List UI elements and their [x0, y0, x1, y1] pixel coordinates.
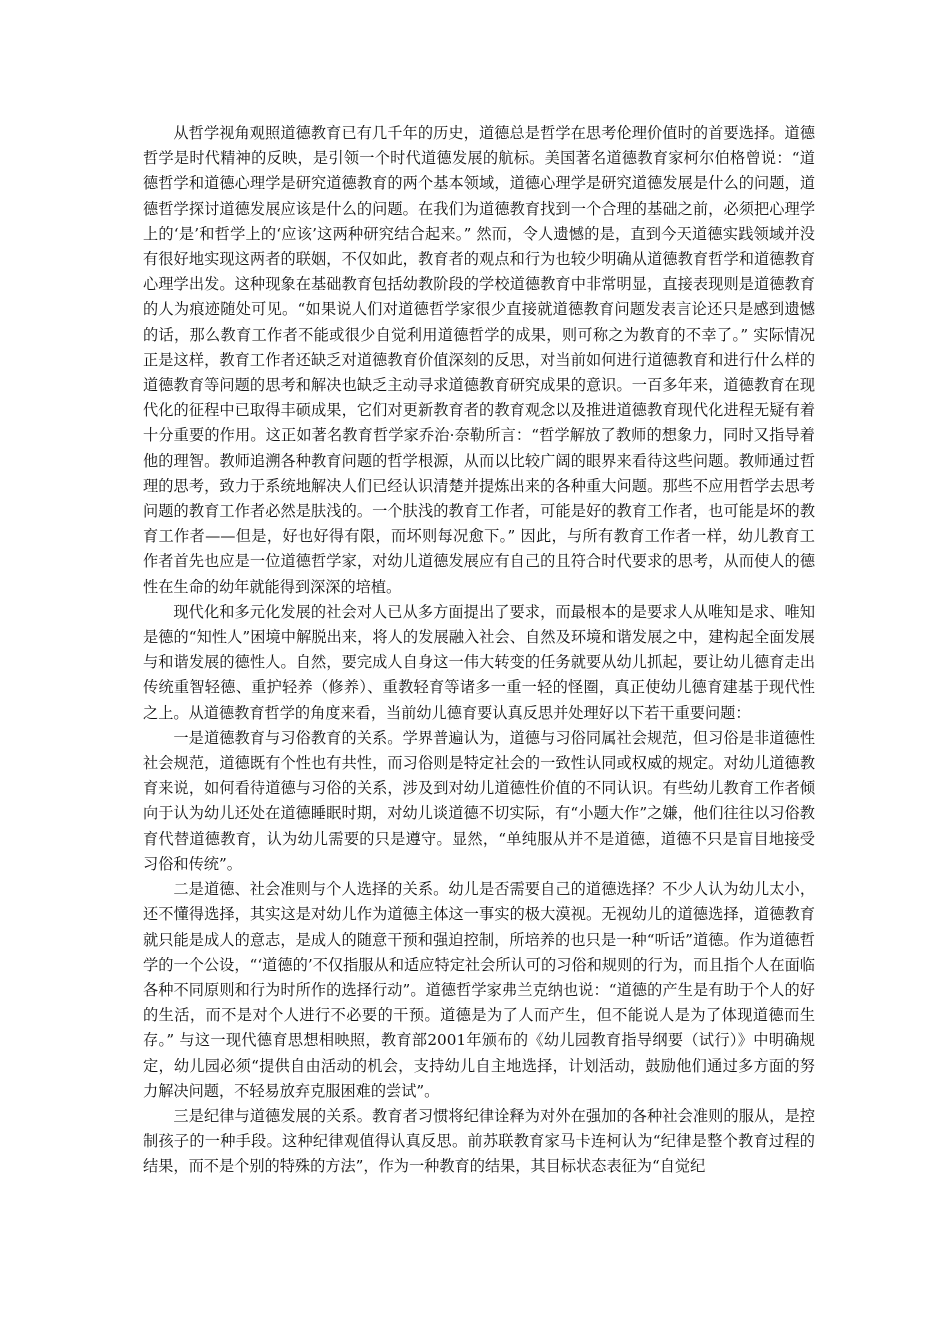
document-body	[143, 121, 815, 1180]
paragraph-1: 从哲学视角观照道德教育已有几千年的历史，道德总是哲学在思考伦理价值时的首要选择。道德哲学是时代精神的反映，是引领一个时代道德发展的航标。美国著名道德教育家柯尔伯格曾说：“道德哲学和道德心理学是研究道德教育的两个基本领域，道德心理学是研究道德发展是什么的问题，道德哲学探讨道德发展应该是什么的问题。在我们为道德教育找到一个合理的基础之前，必须把心理学上的‘是’和哲学上的‘应该’这两种研究结合起来。” 然而，令人遗憾的是，直到今天道德实践领域并没有很好地实现这两者的联姻，不仅如此，教育者的观点和行为也较少明确从道德教育哲学和道德教育心理学出发。这种现象在基础教育包括幼教阶段的学校道德教育中非常明显，直接表现则是道德教育的人为痕迹随处可见。“如果说人们对道德哲学家很少直接就道德教育问题发表言论还只是感到遗憾的话，那么教育工作者不能或很少自觉利用道德哲学的成果，则可称之为教育的不幸了。” 实际情况正是这样，教育工作者还缺乏对道德教育价值深刻的反思，对当前如何进行道德教育和进行什么样的道德教育等问题的思考和解决也缺乏主动寻求道德教育研究成果的意识。一百多年来，道德教育在现代化的征程中已取得丰硕成果，它们对更新教育者的教育观念以及推进道德教育现代化进程无疑有着十分重要的作用。这正如著名教育哲学家乔治·奈勒所言：“哲学解放了教师的想象力，同时又指导着他的理智。教师追溯各种教育问题的哲学根源，从而以比较广阔的眼界来看待这些问题。教师通过哲理的思考，致力于系统地解决人们已经认识清楚并提炼出来的各种重大问题。那些不应用哲学去思考问题的教育工作者必然是肤浅的。一个肤浅的教育工作者，可能是好的教育工作者，也可能是坏的教育工作者——但是，好也好得有限，而坏则每况愈下。” 因此，与所有教育工作者一样，幼儿教育工作者首先也应是一位道德哲学家，对幼儿道德发展应有自己的且符合时代要求的思考，从而使人的德性在生命的幼年就能得到深深的培植。	[143, 124, 815, 596]
paragraph-2: 现代化和多元化发展的社会对人已从多方面提出了要求，而最根本的是要求人从唯知是求、唯知是德的“知性人”困境中解脱出来，将人的发展融入社会、自然及环境和谐发展之中，建构起全面发展与和谐发展的德性人。自然，要完成人自身这一伟大转变的任务就要从幼儿抓起，要让幼儿德育走出传统重智轻德、重护轻养（修养）、重教轻育等诸多一重一轻的怪圈，真正使幼儿德育建基于现代性之上。从道德教育哲学的角度来看，当前幼儿德育要认真反思并处理好以下若干重要问题：	[143, 602, 815, 722]
paragraph-4: 二是道德、社会准则与个人选择的关系。幼儿是否需要自己的道德选择？不少人认为幼儿太小，还不懂得选择，其实这是对幼儿作为道德主体这一事实的极大漠视。无视幼儿的道德选择，道德教育就只能是成人的意志，是成人的随意干预和强迫控制，所培养的也只是一种“听话”道德。作为道德哲学的一个公设，“‘道德的’不仅指服从和适应特定社会所认可的习俗和规则的行为，而且指个人在面临各种不同原则和行为时所作的选择行动”。道德哲学家弗兰克纳也说：“道德的产生是有助于个人的好的生活，而不是对个人进行不必要的干预。道德是为了人而产生，但不能说人是为了体现道德而生存。” 与这一现代德育思想相映照，教育部2001年颁布的《幼儿园教育指导纲要（试行）》中明确规定，幼儿园必须“提供自由活动的机会，支持幼儿自主地选择，计划活动，鼓励他们通过多方面的努力解决问题，不轻易放弃克服困难的尝试”。	[143, 880, 815, 1100]
paragraph-5: 三是纪律与道德发展的关系。教育者习惯将纪律诠释为对外在强加的各种社会准则的服从，是控制孩子的一种手段。这种纪律观值得认真反思。前苏联教育家马卡连柯认为“纪律是整个教育过程的结果，而不是个别的特殊的方法”，作为一种教育的结果，其目标状态表征为“自觉纪	[143, 1106, 815, 1176]
paragraph-3: 一是道德教育与习俗教育的关系。学界普遍认为，道德与习俗同属社会规范，但习俗是非道德性社会规范，道德既有个性也有共性，而习俗则是特定社会的一致性认同或权威的规定。对幼儿道德教育来说，如何看待道德与习俗的关系，涉及到对幼儿道德性价值的不同认识。有些幼儿教育工作者倾向于认为幼儿还处在道德睡眠时期，对幼儿谈道德不切实际，有“小题大作”之嫌，他们往往以习俗教育代替道德教育，认为幼儿需要的只是遵守。显然，“单纯服从并不是道德，道德不只是盲目地接受习俗和传统”。	[143, 728, 815, 873]
